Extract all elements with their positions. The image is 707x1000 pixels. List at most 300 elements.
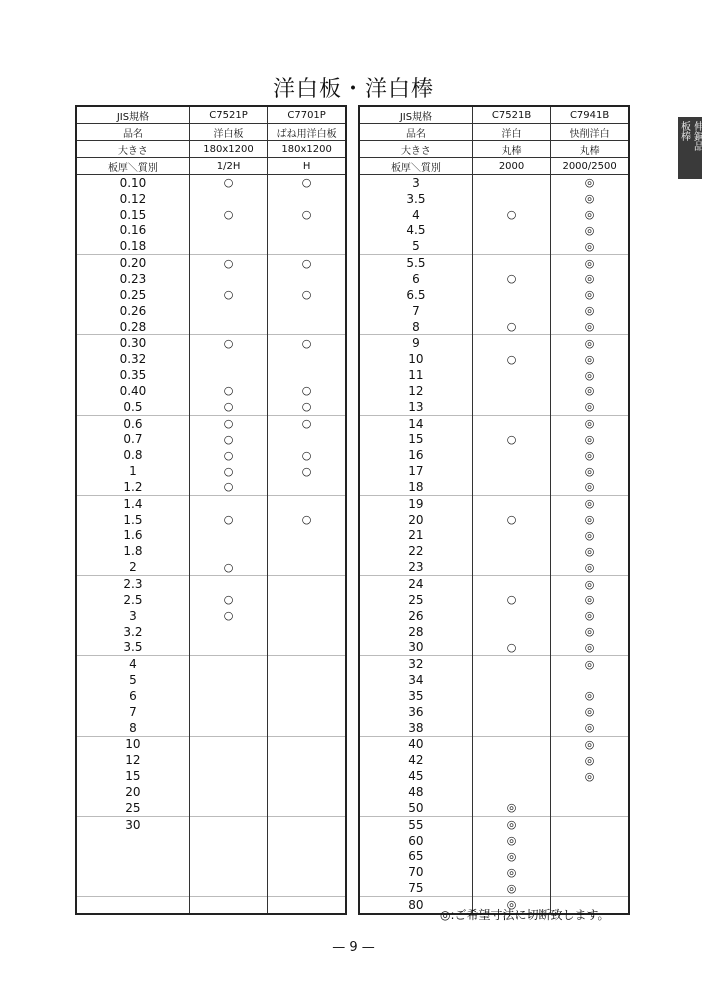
header-row [359, 106, 629, 124]
table-row [359, 223, 629, 239]
mark-cell [472, 624, 550, 640]
mark-cell: ◎ [551, 688, 629, 704]
mark-cell: ○ [268, 415, 346, 431]
header-cell: 大きさ [76, 141, 189, 158]
mark-cell [189, 833, 267, 849]
size-cell: 24 [359, 576, 472, 592]
table-row [359, 287, 629, 303]
table-row [76, 175, 346, 191]
size-cell: 40 [359, 736, 472, 752]
mark-cell [472, 191, 550, 207]
table-row [76, 528, 346, 544]
mark-cell [268, 624, 346, 640]
mark-cell: ◎ [551, 319, 629, 335]
size-cell: 20 [359, 512, 472, 528]
size-cell: 1 [76, 463, 189, 479]
mark-cell: ○ [472, 639, 550, 655]
table-row [359, 207, 629, 223]
table-row [76, 255, 346, 271]
table-row [76, 543, 346, 559]
mark-cell: ◎ [472, 896, 550, 913]
mark-cell [189, 367, 267, 383]
table-row [359, 512, 629, 528]
table-row [76, 383, 346, 399]
side-tab [678, 117, 702, 179]
mark-cell: ◎ [551, 223, 629, 239]
mark-cell: ◎ [551, 367, 629, 383]
mark-cell [189, 672, 267, 688]
table-row [359, 335, 629, 351]
size-cell: 0.32 [76, 351, 189, 367]
page-title: 洋白板・洋白棒 [272, 77, 434, 102]
size-cell: 3 [359, 175, 472, 191]
size-cell: 14 [359, 415, 472, 431]
mark-cell [189, 238, 267, 254]
mark-cell: ○ [268, 287, 346, 303]
mark-cell: ○ [268, 255, 346, 271]
mark-cell: ○ [189, 255, 267, 271]
table-row [76, 576, 346, 592]
mark-cell [268, 833, 346, 849]
table-row [76, 238, 346, 254]
mark-cell [551, 833, 629, 849]
mark-cell [189, 191, 267, 207]
mark-cell: ○ [268, 512, 346, 528]
table-row [76, 608, 346, 624]
size-cell: 0.12 [76, 191, 189, 207]
size-cell: 2.3 [76, 576, 189, 592]
table-row [76, 800, 346, 816]
size-cell: 7 [76, 704, 189, 720]
table-row [76, 592, 346, 608]
header-cell: 180x1200 [268, 141, 346, 158]
mark-cell [551, 784, 629, 800]
mark-cell: ◎ [551, 303, 629, 319]
mark-cell [189, 816, 267, 832]
size-cell: 18 [359, 479, 472, 495]
size-cell: 3.5 [359, 191, 472, 207]
mark-cell: ○ [189, 415, 267, 431]
size-cell: 23 [359, 559, 472, 575]
mark-cell [268, 351, 346, 367]
size-cell: 80 [359, 896, 472, 913]
mark-cell: ○ [268, 335, 346, 351]
size-cell: 65 [359, 848, 472, 864]
mark-cell [472, 479, 550, 495]
table-row [359, 479, 629, 495]
table-row [359, 383, 629, 399]
mark-cell: ○ [268, 463, 346, 479]
table-row [359, 639, 629, 655]
table-row [359, 432, 629, 448]
table-row [359, 833, 629, 849]
table-row [76, 271, 346, 287]
mark-cell: ◎ [551, 576, 629, 592]
size-cell: 1.6 [76, 528, 189, 544]
table-row [76, 752, 346, 768]
header-row [76, 141, 346, 158]
size-cell: 0.20 [76, 255, 189, 271]
table-row [359, 351, 629, 367]
table-row [76, 303, 346, 319]
mark-cell: ◎ [551, 479, 629, 495]
mark-cell: ◎ [551, 639, 629, 655]
header-cell: 洋白 [472, 124, 550, 141]
table-row [359, 752, 629, 768]
plate-table [75, 105, 347, 915]
mark-cell: ◎ [551, 351, 629, 367]
mark-cell [189, 528, 267, 544]
size-cell: 35 [359, 688, 472, 704]
mark-cell [189, 752, 267, 768]
mark-cell: ○ [189, 399, 267, 415]
mark-cell [189, 543, 267, 559]
header-cell: 180x1200 [189, 141, 267, 158]
table-row [359, 736, 629, 752]
table-row [359, 528, 629, 544]
side-tab-line2: 板棒 [678, 121, 690, 141]
table-row [76, 432, 346, 448]
size-cell: 2.5 [76, 592, 189, 608]
mark-cell [268, 752, 346, 768]
mark-cell [189, 271, 267, 287]
size-cell: 1.5 [76, 512, 189, 528]
table-row [76, 736, 346, 752]
mark-cell: ◎ [551, 512, 629, 528]
mark-cell [189, 688, 267, 704]
mark-cell: ◎ [551, 704, 629, 720]
header-cell: H [268, 158, 346, 175]
size-cell: 5 [76, 672, 189, 688]
size-cell: 1.4 [76, 495, 189, 511]
table-row [359, 816, 629, 832]
size-cell: 13 [359, 399, 472, 415]
table-row [359, 447, 629, 463]
table-row [359, 720, 629, 736]
mark-cell [268, 303, 346, 319]
mark-cell [189, 223, 267, 239]
table-row [359, 191, 629, 207]
side-tab-line1: 伸銅品 [691, 121, 703, 151]
size-cell: 6 [359, 271, 472, 287]
header-cell: 1/2H [189, 158, 267, 175]
mark-cell: ○ [189, 512, 267, 528]
table-row [359, 624, 629, 640]
mark-cell [268, 864, 346, 880]
mark-cell: ◎ [551, 528, 629, 544]
table-row [359, 576, 629, 592]
header-cell: C7941B [551, 106, 629, 124]
size-cell: 0.10 [76, 175, 189, 191]
header-row [359, 158, 629, 175]
table-row [76, 624, 346, 640]
mark-cell [472, 495, 550, 511]
size-cell: 15 [76, 768, 189, 784]
mark-cell [472, 672, 550, 688]
table-row [359, 784, 629, 800]
size-cell: 1.8 [76, 543, 189, 559]
table-row [76, 287, 346, 303]
size-cell: 0.40 [76, 383, 189, 399]
mark-cell: ◎ [551, 559, 629, 575]
rod-table [358, 105, 630, 915]
mark-cell [472, 608, 550, 624]
table-row [76, 207, 346, 223]
table-row [359, 367, 629, 383]
mark-cell [268, 639, 346, 655]
size-cell: 7 [359, 303, 472, 319]
table-row [359, 415, 629, 431]
table-row [359, 255, 629, 271]
size-cell: 17 [359, 463, 472, 479]
mark-cell: ◎ [551, 752, 629, 768]
mark-cell [189, 720, 267, 736]
footnote: ◎:ご希望寸法に切断致します。 [440, 908, 610, 922]
mark-cell: ○ [189, 559, 267, 575]
mark-cell: ○ [268, 447, 346, 463]
table-row [359, 175, 629, 191]
mark-cell: ◎ [472, 800, 550, 816]
size-cell: 3 [76, 608, 189, 624]
mark-cell: ◎ [551, 608, 629, 624]
mark-cell [268, 672, 346, 688]
size-cell: 8 [76, 720, 189, 736]
header-cell: 2000/2500 [551, 158, 629, 175]
size-cell: 34 [359, 672, 472, 688]
size-cell: 3.5 [76, 639, 189, 655]
mark-cell: ◎ [551, 238, 629, 254]
table-row [76, 639, 346, 655]
mark-cell [268, 800, 346, 816]
mark-cell: ◎ [551, 191, 629, 207]
mark-cell: ○ [472, 432, 550, 448]
mark-cell [268, 495, 346, 511]
mark-cell [472, 399, 550, 415]
mark-cell [189, 576, 267, 592]
mark-cell [551, 816, 629, 832]
table-row [359, 864, 629, 880]
mark-cell: ○ [189, 175, 267, 191]
mark-cell: ○ [472, 351, 550, 367]
mark-cell [472, 784, 550, 800]
size-cell: 1.2 [76, 479, 189, 495]
size-cell: 5 [359, 238, 472, 254]
table-row [76, 447, 346, 463]
mark-cell [551, 848, 629, 864]
table-row [359, 608, 629, 624]
mark-cell [268, 223, 346, 239]
table-row [76, 399, 346, 415]
mark-cell [268, 191, 346, 207]
header-cell: 品名 [359, 124, 472, 141]
mark-cell: ◎ [551, 399, 629, 415]
table-row [359, 543, 629, 559]
table-row [76, 880, 346, 896]
size-cell: 32 [359, 656, 472, 672]
size-cell: 16 [359, 447, 472, 463]
mark-cell: ◎ [551, 447, 629, 463]
table-row [76, 415, 346, 431]
size-cell: 4.5 [359, 223, 472, 239]
table-row [76, 816, 346, 832]
mark-cell [472, 335, 550, 351]
mark-cell: ○ [189, 447, 267, 463]
mark-cell: ◎ [551, 383, 629, 399]
header-row [76, 124, 346, 141]
table-row [76, 833, 346, 849]
mark-cell: ◎ [551, 463, 629, 479]
mark-cell [472, 543, 550, 559]
size-cell: 25 [359, 592, 472, 608]
mark-cell [268, 704, 346, 720]
table-row [359, 399, 629, 415]
mark-cell: ○ [268, 175, 346, 191]
mark-cell [189, 800, 267, 816]
size-cell: 30 [359, 639, 472, 655]
table-row [76, 559, 346, 575]
size-cell: 2 [76, 559, 189, 575]
table-row [76, 896, 346, 913]
mark-cell: ○ [189, 463, 267, 479]
table-row [359, 704, 629, 720]
table-row [359, 672, 629, 688]
mark-cell [472, 768, 550, 784]
size-cell: 4 [76, 656, 189, 672]
mark-cell [189, 303, 267, 319]
mark-cell: ◎ [551, 656, 629, 672]
size-cell: 48 [359, 784, 472, 800]
size-cell: 0.18 [76, 238, 189, 254]
size-cell: 0.26 [76, 303, 189, 319]
mark-cell [472, 559, 550, 575]
size-cell: 0.15 [76, 207, 189, 223]
table-row [359, 559, 629, 575]
mark-cell [268, 432, 346, 448]
header-cell: 板厚＼質別 [359, 158, 472, 175]
mark-cell [189, 495, 267, 511]
mark-cell [189, 736, 267, 752]
mark-cell: ◎ [551, 768, 629, 784]
mark-cell: ◎ [551, 592, 629, 608]
mark-cell [189, 656, 267, 672]
mark-cell: ○ [189, 608, 267, 624]
mark-cell [268, 768, 346, 784]
size-cell: 38 [359, 720, 472, 736]
table-row [76, 768, 346, 784]
size-cell: 11 [359, 367, 472, 383]
mark-cell: ◎ [551, 432, 629, 448]
mark-cell [268, 528, 346, 544]
mark-cell [472, 223, 550, 239]
header-cell: 大きさ [359, 141, 472, 158]
mark-cell [551, 880, 629, 896]
table-row [76, 848, 346, 864]
mark-cell [268, 271, 346, 287]
mark-cell [472, 704, 550, 720]
header-row [76, 106, 346, 124]
size-cell [76, 880, 189, 896]
mark-cell [268, 816, 346, 832]
mark-cell: ◎ [551, 175, 629, 191]
header-cell: JIS規格 [76, 106, 189, 124]
table-row [76, 704, 346, 720]
mark-cell: ◎ [472, 864, 550, 880]
size-cell: 26 [359, 608, 472, 624]
size-cell: 36 [359, 704, 472, 720]
table-row [76, 672, 346, 688]
size-cell: 0.16 [76, 223, 189, 239]
size-cell: 0.25 [76, 287, 189, 303]
mark-cell [268, 736, 346, 752]
table-row [76, 656, 346, 672]
header-row [76, 158, 346, 175]
header-row [359, 141, 629, 158]
mark-cell [268, 848, 346, 864]
mark-cell: ◎ [551, 720, 629, 736]
mark-cell [268, 880, 346, 896]
header-cell: C7521P [189, 106, 267, 124]
size-cell: 19 [359, 495, 472, 511]
size-cell: 30 [76, 816, 189, 832]
table-row [76, 463, 346, 479]
header-cell: 品名 [76, 124, 189, 141]
mark-cell [189, 896, 267, 913]
table-row [76, 495, 346, 511]
mark-cell [472, 175, 550, 191]
size-cell: 5.5 [359, 255, 472, 271]
header-cell: 快削洋白 [551, 124, 629, 141]
mark-cell: ○ [189, 207, 267, 223]
size-cell: 0.23 [76, 271, 189, 287]
mark-cell [472, 656, 550, 672]
mark-cell [472, 287, 550, 303]
mark-cell: ○ [189, 479, 267, 495]
mark-cell [268, 543, 346, 559]
mark-cell: ◎ [551, 335, 629, 351]
size-cell: 15 [359, 432, 472, 448]
table-row [359, 463, 629, 479]
size-cell: 3.2 [76, 624, 189, 640]
mark-cell: ◎ [472, 848, 550, 864]
size-cell: 28 [359, 624, 472, 640]
size-cell: 42 [359, 752, 472, 768]
size-cell: 9 [359, 335, 472, 351]
mark-cell: ◎ [551, 543, 629, 559]
size-cell: 6.5 [359, 287, 472, 303]
table-row [359, 880, 629, 896]
size-cell: 6 [76, 688, 189, 704]
header-cell: 丸棒 [472, 141, 550, 158]
mark-cell [189, 880, 267, 896]
mark-cell: ○ [472, 512, 550, 528]
mark-cell: ○ [472, 592, 550, 608]
mark-cell [189, 768, 267, 784]
mark-cell: ◎ [472, 880, 550, 896]
size-cell: 45 [359, 768, 472, 784]
mark-cell: ◎ [551, 271, 629, 287]
mark-cell: ○ [472, 271, 550, 287]
size-cell: 12 [76, 752, 189, 768]
table-row [76, 191, 346, 207]
size-cell: 22 [359, 543, 472, 559]
mark-cell: ○ [189, 383, 267, 399]
table-row [359, 592, 629, 608]
mark-cell [472, 447, 550, 463]
mark-cell [551, 672, 629, 688]
mark-cell [268, 319, 346, 335]
table-row [359, 319, 629, 335]
table-row [76, 512, 346, 528]
